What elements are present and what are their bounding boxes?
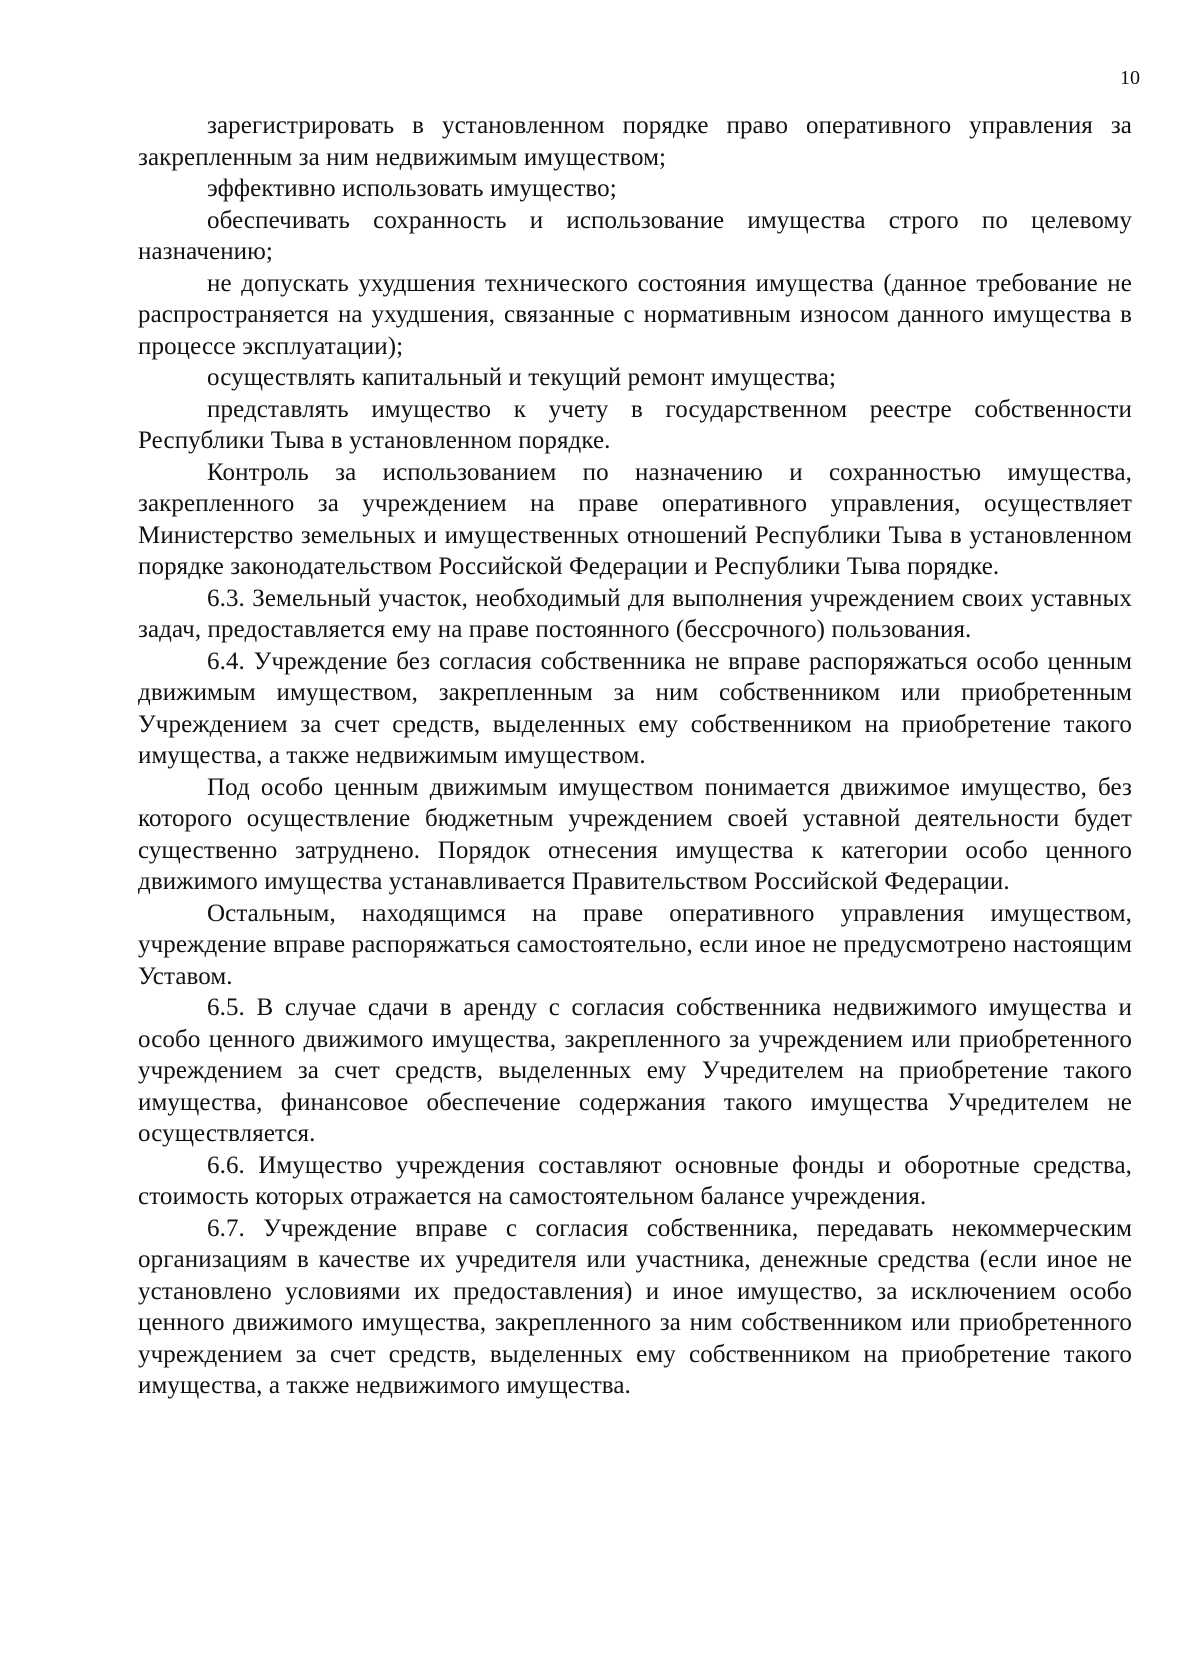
paragraph-section-6-5: 6.5. В случае сдачи в аренду с согласия собственника недвижимого имущества и особо ценного движимого имущества, закрепленного за учреждением или приобретенного учреждением за счет средств, выделенных ему Учредителем на приобретение такого имущества, финансовое обеспечение содержания такого имущества Учредителем не осуществляется. — [138, 994, 1132, 1147]
paragraph: осуществлять капитальный и текущий ремонт имущества; — [207, 364, 837, 391]
paragraph: представлять имущество к учету в государственном реестре собственности Республики Тыва в установленном порядке. — [138, 395, 1132, 454]
paragraph: Контроль за использованием по назначению и сохранностью имущества, закрепленного за учреждением на праве оперативного управления, осуществляет Министерство земельных и имущественных отношений Республики Тыва в установленном порядке законодательством Российской Федерации и Республики Тыва порядке. — [138, 458, 1132, 580]
paragraph-section-6-6: 6.6. Имущество учреждения составляют основные фонды и оборотные средства, стоимость которых отражается на самостоятельном балансе учреждения. — [138, 1151, 1132, 1210]
paragraph: эффективно использовать имущество; — [207, 175, 617, 202]
document-body — [138, 110, 1132, 1402]
paragraph: Остальным, находящимся на праве оперативного управления имуществом, учреждение вправе распоряжаться самостоятельно, если иное не предусмотрено настоящим Уставом. — [138, 899, 1132, 990]
paragraph-section-6-3: 6.3. Земельный участок, необходимый для выполнения учреждением своих уставных задач, предоставляется ему на праве постоянного (бессрочного) пользования. — [138, 584, 1132, 643]
paragraph: зарегистрировать в установленном порядке право оперативного управления за закрепленным за ним недвижимым имуществом; — [138, 112, 1132, 171]
paragraph: Под особо ценным движимым имуществом понимается движимое имущество, без которого осуществление бюджетным учреждением своей уставной деятельности будет существенно затруднено. Порядок отнесения имущества к категории особо ценного движимого имущества устанавливается Правительством Российской Федерации. — [138, 773, 1132, 895]
paragraph-section-6-4: 6.4. Учреждение без согласия собственника не вправе распоряжаться особо ценным движимым имуществом, закрепленным за ним собственником или приобретенным Учреждением за счет средств, выделенных ему собственником на приобретение такого имущества, а также недвижимым имуществом. — [138, 647, 1132, 769]
paragraph: обеспечивать сохранность и использование имущества строго по целевому назначению; — [138, 206, 1132, 265]
page-number: 10 — [1120, 67, 1140, 89]
paragraph: не допускать ухудшения технического состояния имущества (данное требование не распространяется на ухудшения, связанные с нормативным износом данного имущества в процессе эксплуатации); — [138, 269, 1132, 360]
paragraph-section-6-7: 6.7. Учреждение вправе с согласия собственника, передавать некоммерческим организациям в качестве их учредителя или участника, денежные средства (если иное не установлено условиями их предоставления) и иное имущество, за исключением особо ценного движимого имущества, закрепленного за ним собственником или приобретенного учреждением за счет средств, выделенных ему собственником на приобретение такого имущества, а также недвижимого имущества. — [138, 1214, 1132, 1399]
